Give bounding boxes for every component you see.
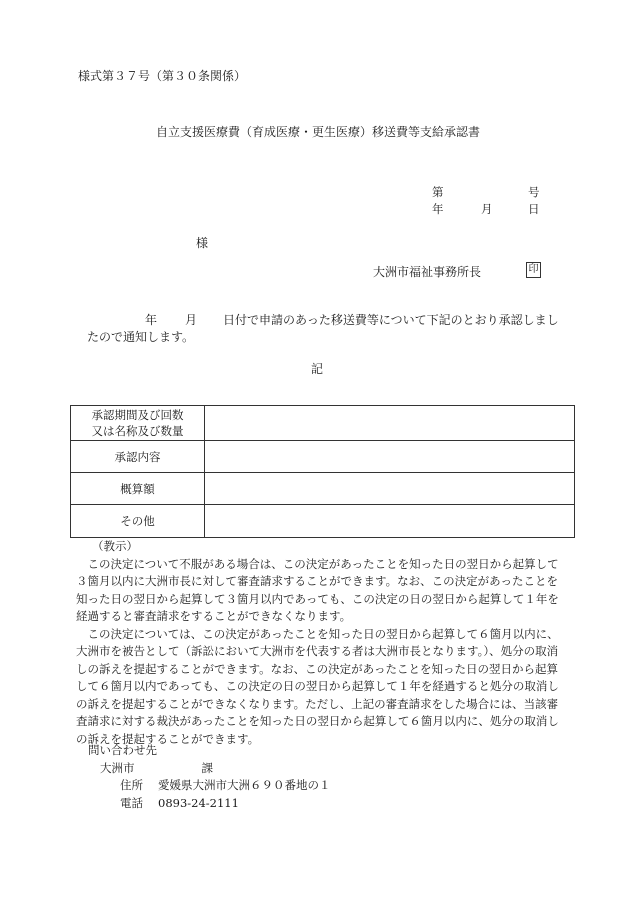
addressee-suffix: 様 <box>196 236 209 250</box>
row-value-content[interactable] <box>205 441 575 473</box>
contact-phone: 0893-24-2111 <box>158 795 239 810</box>
row-label-content: 承認内容 <box>71 441 205 473</box>
contact-section <box>88 742 331 812</box>
body-year-label: 年 <box>145 313 158 327</box>
issue-number-suffix: 号 <box>528 185 540 199</box>
body-line-1 <box>145 311 559 328</box>
notice-heading: （教示） <box>92 539 138 553</box>
contact-city: 大洲市 <box>100 760 135 775</box>
table-row <box>71 473 575 505</box>
contact-dept-suffix: 課 <box>201 760 213 775</box>
issue-year-label: 年 <box>432 202 444 216</box>
label-line: 又は名称及び数量 <box>91 424 184 438</box>
table-row <box>71 441 575 473</box>
contact-heading: 問い合わせ先 <box>88 743 157 757</box>
contact-address-label: 住所 <box>120 778 143 792</box>
issue-day-label: 日 <box>528 202 540 216</box>
contact-address-row <box>88 777 331 795</box>
row-label-other: その他 <box>71 505 205 538</box>
row-value-estimate[interactable] <box>205 473 575 505</box>
contact-phone-label: 電話 <box>120 795 143 810</box>
row-value-other[interactable] <box>205 505 575 538</box>
contact-phone-row <box>88 795 331 813</box>
row-value-period[interactable] <box>205 406 575 441</box>
row-label-estimate: 概算額 <box>71 473 205 505</box>
approval-table <box>70 405 575 538</box>
issue-month-label: 月 <box>481 202 493 216</box>
contact-department <box>88 760 331 778</box>
ki-heading: 記 <box>311 362 324 376</box>
body-text-line-2: たので通知します。 <box>87 330 195 344</box>
table-row <box>71 505 575 538</box>
seal-mark: 印 <box>526 262 541 278</box>
contact-address: 愛媛県大洲市大洲６９０番地の１ <box>158 778 331 792</box>
notice-section <box>76 538 566 748</box>
table-row <box>71 406 575 441</box>
issuer-name: 大洲市福祉事務所長 <box>373 265 482 279</box>
form-number: 様式第３７号（第３０条関係） <box>78 69 247 83</box>
body-month-label: 月 <box>185 313 198 327</box>
notice-paragraph-2: この決定については、この決定があったことを知った日の翌日から起算して６箇月以内に、大洲市を被告として（訴訟において大洲市を代表する者は大洲市長となります。）、処分の取消しの訴えを提起することができます。なお、この決定があったことを知った日の翌日から起算して６箇月以内であっても、この決定の日の翌日から起算して１年を経過すると処分の取消しの訴えを提起することができなくなります。ただし、上記の審査請求をした場合には、当該審査請求に対する裁決があったことを知った日の翌日から起算して６箇月以内に、処分の取消しの訴えを提起することができます。 <box>76 626 559 746</box>
row-label-period <box>71 406 205 441</box>
issue-number-prefix: 第 <box>432 185 444 199</box>
label-line: 承認期間及び回数 <box>91 408 184 422</box>
notice-paragraph-1: この決定について不服がある場合は、この決定があったことを知った日の翌日から起算して３箇月以内に大洲市長に対して審査請求することができます。なお、この決定があったことを知った日の翌日から起算して３箇月以内であっても、この決定の日の翌日から起算して１年を経過すると審査請求をすることができなくなります。 <box>76 556 559 623</box>
document-title: 自立支援医療費（育成医療・更生医療）移送費等支給承認書 <box>156 125 481 139</box>
body-text-line-1: 日付で申請のあった移送費等について下記のとおり承認しまし <box>223 313 559 327</box>
